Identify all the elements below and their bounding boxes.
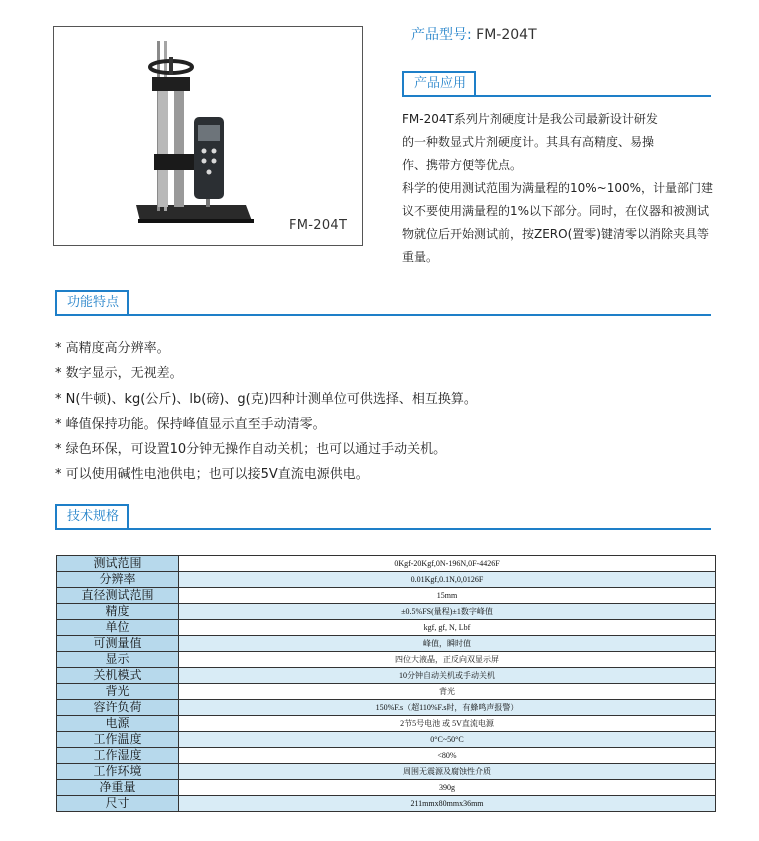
application-line: FM-204T系列片剂硬度计是我公司最新设计研发 <box>402 112 658 126</box>
model-value: FM-204T <box>476 27 537 43</box>
spec-row <box>57 780 716 796</box>
spec-value: 211mmx80mmx36mm <box>179 796 716 812</box>
spec-table <box>56 555 716 812</box>
spec-name: 关机模式 <box>57 668 179 684</box>
section-title: 技术规格 <box>55 504 129 528</box>
spec-value: 150%F.s（超110%F.s时，有蜂鸣声报警） <box>179 700 716 716</box>
model-label: 产品型号: <box>411 27 477 43</box>
spec-value: 0.01Kgf,0.1N,0,0126F <box>179 572 716 588</box>
section-title: 功能特点 <box>55 290 129 314</box>
spec-row <box>57 588 716 604</box>
product-model <box>411 24 537 44</box>
section-divider <box>55 314 711 316</box>
spec-name: 分辨率 <box>57 572 179 588</box>
application-line: 议不要使用满量程的1%以下部分。同时，在仪器和被测试 <box>402 204 710 218</box>
spec-name: 尺寸 <box>57 796 179 812</box>
feature-item: * 峰值保持功能。保持峰值显示直至手动清零。 <box>55 416 326 432</box>
feature-list <box>55 336 477 488</box>
section-title: 产品应用 <box>402 71 476 95</box>
feature-item: * 高精度高分辨率。 <box>55 341 170 356</box>
spec-value: 0°C~50°C <box>179 732 716 748</box>
spec-row <box>57 796 716 812</box>
spec-value: 四位大液晶，正反向双显示屏 <box>179 652 716 668</box>
spec-name: 测试范围 <box>57 556 179 572</box>
spec-value: ±0.5%FS(量程)±1数字峰值 <box>179 604 716 620</box>
spec-row <box>57 764 716 780</box>
spec-row <box>57 748 716 764</box>
spec-value: 峰值，瞬时值 <box>179 636 716 652</box>
spec-row <box>57 732 716 748</box>
spec-value: 10分钟自动关机或手动关机 <box>179 668 716 684</box>
spec-name: 可测量值 <box>57 636 179 652</box>
spec-name: 工作环境 <box>57 764 179 780</box>
spec-value: 2节5号电池 或 5V直流电源 <box>179 716 716 732</box>
spec-name: 电源 <box>57 716 179 732</box>
spec-name: 工作温度 <box>57 732 179 748</box>
photo-caption: FM-204T <box>289 218 348 233</box>
spec-name: 精度 <box>57 604 179 620</box>
tester-illustration <box>54 27 362 245</box>
feature-item: * 数字显示，无视差。 <box>55 366 183 382</box>
application-line: 物就位后开始测试前，按ZERO(置零)键清零以消除夹具等 <box>402 227 709 241</box>
section-header-application <box>402 71 711 97</box>
spec-row <box>57 668 716 684</box>
section-header-features <box>55 290 711 316</box>
right-column <box>174 85 184 207</box>
top-block <box>152 77 190 91</box>
section-divider <box>402 95 711 97</box>
spec-value: 周围无震源及腐蚀性介质 <box>179 764 716 780</box>
spec-name: 容许负荷 <box>57 700 179 716</box>
application-line: 的一种数显式片剂硬度计。其具有高精度、易操 <box>402 135 655 149</box>
feature-item: * N(牛顿)、kg(公斤)、lb(磅)、g(克)四种计测单位可供选择、相互换算。 <box>55 391 477 407</box>
spec-value: 390g <box>179 780 716 796</box>
spec-value: <80% <box>179 748 716 764</box>
spec-row <box>57 620 716 636</box>
spec-value: 0Kgf-20Kgf,0N-196N,0F-4426F <box>179 556 716 572</box>
feature-item: * 绿色环保，可设置10分钟无操作自动关机；也可以通过手动关机。 <box>55 442 447 458</box>
spec-row <box>57 652 716 668</box>
spec-name: 工作湿度 <box>57 748 179 764</box>
application-line: 科学的使用测试范围为满量程的10%~100%，计量部门建 <box>402 181 714 195</box>
application-text <box>402 108 720 269</box>
section-header-specs <box>55 504 711 530</box>
product-photo <box>53 26 363 246</box>
spec-row <box>57 700 716 716</box>
spec-row <box>57 636 716 652</box>
base-plate <box>136 205 252 221</box>
section-divider <box>55 528 711 530</box>
left-column <box>158 85 168 207</box>
spec-name: 单位 <box>57 620 179 636</box>
spec-row <box>57 604 716 620</box>
spec-name: 直径测试范围 <box>57 588 179 604</box>
spec-row <box>57 716 716 732</box>
spec-row <box>57 572 716 588</box>
spec-name: 背光 <box>57 684 179 700</box>
spec-name: 净重量 <box>57 780 179 796</box>
spec-value: kgf, gf, N, Lbf <box>179 620 716 636</box>
application-line: 重量。 <box>402 250 439 264</box>
spec-value: 背光 <box>179 684 716 700</box>
application-line: 作、携带方便等优点。 <box>402 158 523 172</box>
spec-row <box>57 556 716 572</box>
spec-name: 显示 <box>57 652 179 668</box>
spec-row <box>57 684 716 700</box>
feature-item: * 可以使用碱性电池供电；也可以接5V直流电源供电。 <box>55 467 369 483</box>
spec-value: 15mm <box>179 588 716 604</box>
